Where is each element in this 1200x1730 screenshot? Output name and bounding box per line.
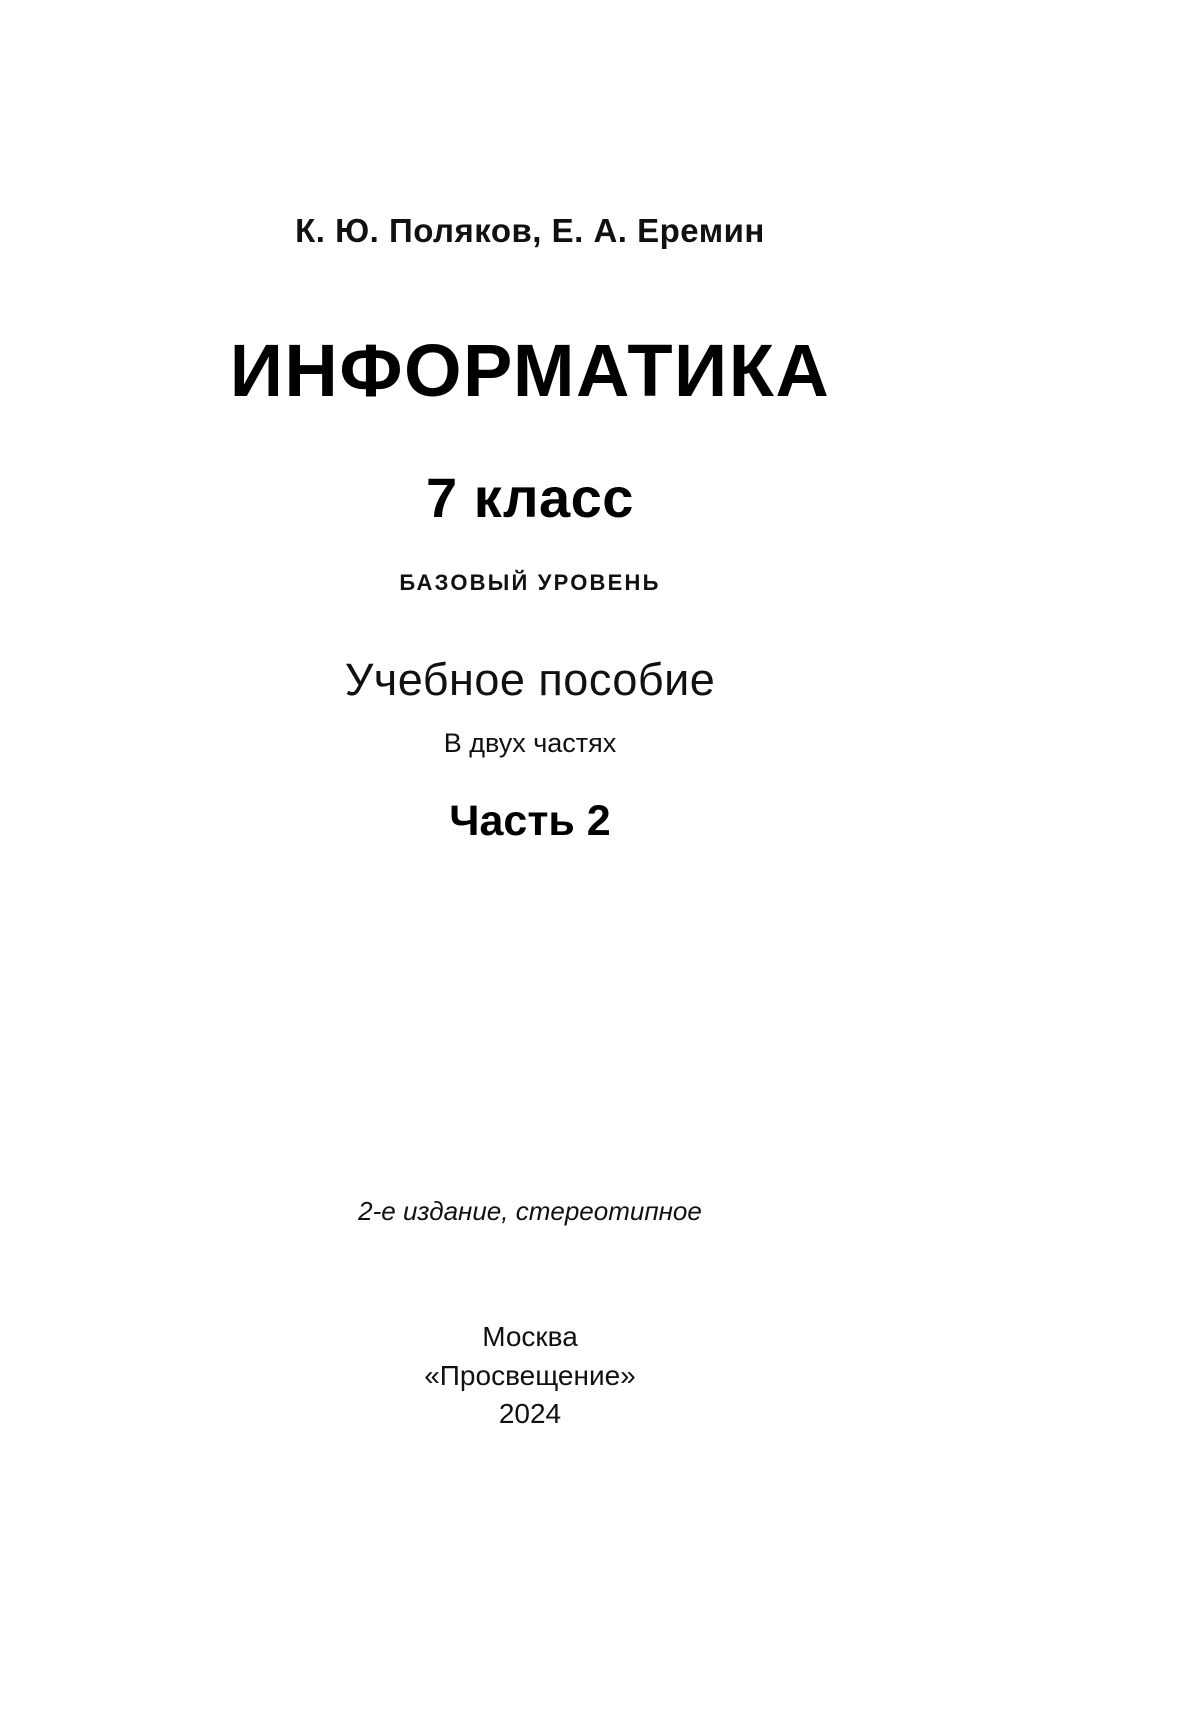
imprint-city: Москва xyxy=(482,1321,578,1352)
level-label: БАЗОВЫЙ УРОВЕНЬ xyxy=(399,570,661,595)
imprint-publisher: «Просвещение» xyxy=(424,1359,636,1391)
authors-line: К. Ю. Поляков, Е. А. Еремин xyxy=(295,212,765,249)
imprint-block xyxy=(0,1318,1060,1434)
book-main-title: ИНФОРМАТИКА xyxy=(229,329,831,412)
parts-note: В двух частях xyxy=(443,728,617,758)
publication-kind: Учебное пособие xyxy=(344,654,716,705)
grade-label: 7 класс xyxy=(426,466,634,529)
edition-note: 2-е издание, стереотипное xyxy=(358,1196,702,1226)
imprint-year: 2024 xyxy=(498,1398,562,1430)
part-number: Часть 2 xyxy=(449,797,611,845)
title-block xyxy=(0,0,1060,846)
